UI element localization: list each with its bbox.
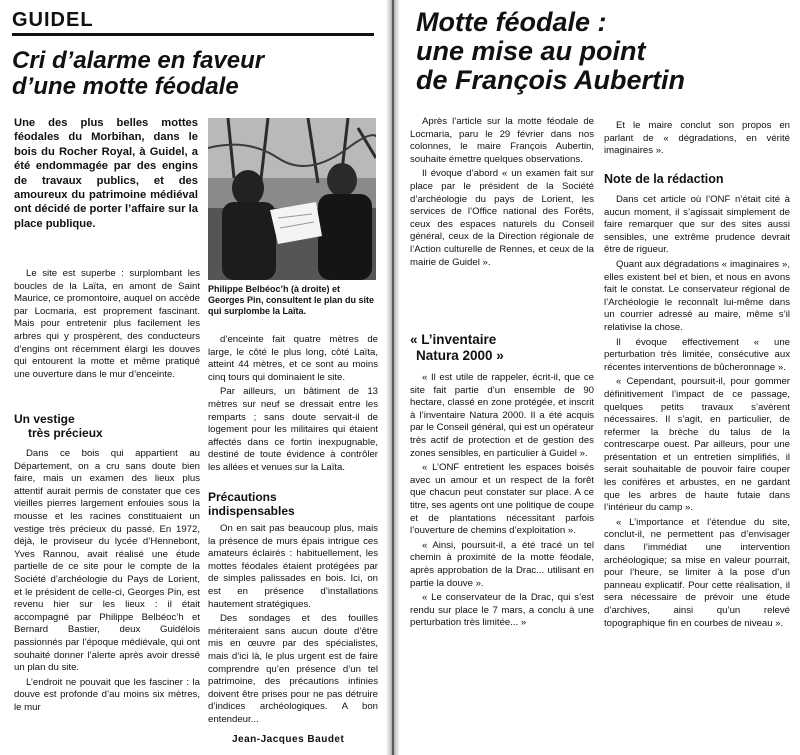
subheading-line: très précieux (28, 426, 103, 440)
body-paragraph: L’endroit ne pouvait que les fasciner : la douve est profonde d’au moins six mètres, le mur (14, 676, 200, 713)
subheading-line: Un vestige (14, 412, 75, 426)
left-headline-line: Cri d’alarme en faveur (12, 47, 265, 74)
body-paragraph: Quant aux dégradations « imaginaires », elles existent bel et bien, et nous en avons fait le constat. Le conservateur régional de l’Archéologie le reconnaît lui-même dans un courrier adressé au maire, même s’il relativise la chose. (604, 258, 790, 333)
body-paragraph: Il évoque d’abord « un examen fait sur place par le président de la Société d’archéologie du pays de Lorient, les services de l’Office national des Forêts, ceux des espaces naturels du Conseil général, ceux de la Direction régionale de l’Action culturelle de Rennes, et ceux de la mairie de Guidel ». (410, 168, 594, 268)
right-column-a (410, 116, 594, 271)
editor-note-heading: Note de la rédaction (604, 172, 724, 186)
body-paragraph: « Ainsi, poursuit-il, a été tracé un tel chemin à proximité de la motte féodale, après approbation de la Drac... utilisant en partie la douve ». (410, 539, 594, 589)
body-paragraph: « Cependant, poursuit-il, pour gommer définitivement l’impact de ce passage, quelques petits travaux s’avèrent nécessaires. Il s’agit, en particulier, de refermer la brèche du talus de la contrescarpe ouest. Par ailleurs, pour une présentation et un entretien simplifiés, il serait souhaitable de pouvoir faire couper les conifères et arbustes, en ne gardant que les arbres de haute futaie dans l’intérieur du camp ». (604, 376, 790, 514)
body-paragraph: Et le maire conclut son propos en parlant de « dégradations, en vérité imaginaires ». (604, 120, 790, 157)
left-page (0, 0, 384, 755)
subheading-precautions (208, 490, 378, 518)
left-headline-line: d’une motte féodale (12, 73, 239, 100)
body-paragraph: « Il est utile de rappeler, écrit-il, que ce site fait partie d’un ensemble de 90 hectare, classé en zone protégée, et inscrit à l’inventaire Natura 2000. Il a été acquis par le Conseil général, qui est un opérateur très actif de protection et de gestion des zones sensibles, en particulier à Guidel ». (410, 372, 594, 459)
right-headline-line: de François Aubertin (416, 65, 686, 95)
lead-paragraph: Une des plus belles mottes féodales du Morbihan, dans le bois du Rocher Royal, à Guidel, a été endommagée par des engins de travaux publics, et des amoureux du patrimoine médiéval ont décidé de porter l’affaire sur la place publique. (14, 117, 198, 230)
body-paragraph: Il évoque effectivement « une perturbation très limitée, consécutive aux récentes interventions de bûcheronnage ». (604, 336, 790, 373)
left-column-2b (208, 523, 378, 729)
body-paragraph: « L’ONF entretient les espaces boisés avec un amour et un respect de la forêt que chacun peut constater sur place. A ce titre, ses agents ont une politique de coupe et de plantations nécessitant parfois l’ouverture de chemins d’exploitation ». (410, 462, 594, 537)
right-headline-line: une mise au point (416, 36, 646, 66)
page-fold (386, 0, 400, 755)
news-photo (208, 118, 376, 280)
right-headline (416, 8, 796, 95)
left-headline (12, 48, 382, 100)
body-paragraph: Dans cet article où l’ONF n’était cité à aucun moment, il s’agissait simplement de faire remarquer que sur des sites aussi sensibles, une extrême prudence devrait être de rigueur. (604, 194, 790, 256)
body-paragraph: Dans ce bois qui appartient au Département, on a cru sans doute bien faire, mais un examen des lieux plus attentif aurait permis de constater que ces vieilles pierres largement enfouies sous la mousse et les racines constituaient un vestige très précieux du passé. En 1972, déjà, le proviseur du lycée d’Hennebont, Yves Rannou, avait réalisé une étude partielle de ce site pour le compte de la Société d’archéologie du Pays de Lorient, et le président de celle-ci, Georges Pin, est revenu hier sur les lieux : il était accompagné par Philippe Belbéoc’h et Bernard Bastier, deux Guidélois passionnés par l’époque médiévale, qui ont souhaité donner l’alerte après avoir dressé un plan du site. (14, 448, 200, 674)
right-page (402, 0, 800, 755)
right-headline-line: Motte féodale : (416, 7, 607, 37)
subheading-line: Précautions (208, 490, 277, 504)
section-tag: GUIDEL (12, 9, 94, 31)
body-paragraph: d’enceinte fait quatre mètres de large, le côté le plus long, côté Laïta, atteint 44 mètres, et ce sont au moins cinq tours qui dominaient le site. (208, 334, 378, 383)
body-paragraph: On en sait pas beaucoup plus, mais la présence de murs épais intrigue ces amateurs éclairés : habituellement, les mottes féodales étaient protégées par de simples palissades en bois. Ici, on est en présence d’installations hautement stratégiques. (208, 523, 378, 610)
subheading-natura (410, 332, 594, 364)
body-paragraph: Des sondages et des fouilles mériteraient sans aucun doute d’être mis en œuvre par des spécialistes, mais d’ici là, le plus urgent est de faire comprendre qu’en présence d’un tel patrimoine, des précautions infinies doivent être prises pour ne pas détruire d’indices archéologiques. A bon entendeur... (208, 613, 378, 725)
body-paragraph: Par ailleurs, un bâtiment de 13 mètres sur neuf se dressait entre les remparts ; sans doute servait-il de logement pour les militaires qui étaient affectés dans ce fortin inexpugnable, destiné de toute évidence à contrôler les allées et venues sur la Laïta. (208, 386, 378, 473)
section-rule (12, 33, 374, 36)
subheading-line: indispensables (208, 504, 295, 518)
subheading-line: Natura 2000 » (416, 348, 504, 363)
right-column-b-top (604, 120, 790, 160)
photo-illustration (208, 118, 376, 280)
right-column-b (604, 194, 790, 632)
body-paragraph: « L’importance et l’étendue du site, conclut-il, ne permettent pas d’envisager dans l’immédiat une intervention archéologique; sa mise en valeur pourrait, pour l’heure, se limiter à la pose d’un panneau explicatif. Pour cette réalisation, il sera nécessaire de prévoir une étude d’archives, ainsi qu’un relevé topographique fin en courbes de niveau ». (604, 516, 790, 629)
left-column-2 (208, 334, 378, 477)
right-column-a-b (410, 372, 594, 632)
left-column-1b (14, 448, 200, 716)
subheading-vestige (14, 412, 200, 440)
body-paragraph: « Le conservateur de la Drac, qui s’est rendu sur place le 7 mars, a conclu à une perturbation très limitée... » (410, 592, 594, 629)
body-paragraph: Le site est superbe : surplombant les boucles de la Laïta, en amont de Saint Maurice, ce promontoire, auquel on accède par Locmaria, est proprement fascinant. Mais pour entretenir plus facilement les arbres qui y prospèrent, des conducteurs d’engins ont récemment élargi les douves qui entourent la motte et même pratiqué une ouverture dans le mur d’enceinte. (14, 268, 200, 380)
body-paragraph: Après l’article sur la motte féodale de Locmaria, paru le 29 février dans nos colonnes, le maire François Aubertin, souhaite émettre quelques observations. (410, 116, 594, 165)
left-column-1 (14, 268, 200, 383)
byline: Jean-Jacques Baudet (232, 734, 345, 745)
photo-caption: Philippe Belbéoc’h (à droite) et Georges Pin, consultent le plan du site qui surplombe la Laïta. (208, 284, 375, 317)
subheading-line: « L’inventaire (410, 332, 497, 347)
